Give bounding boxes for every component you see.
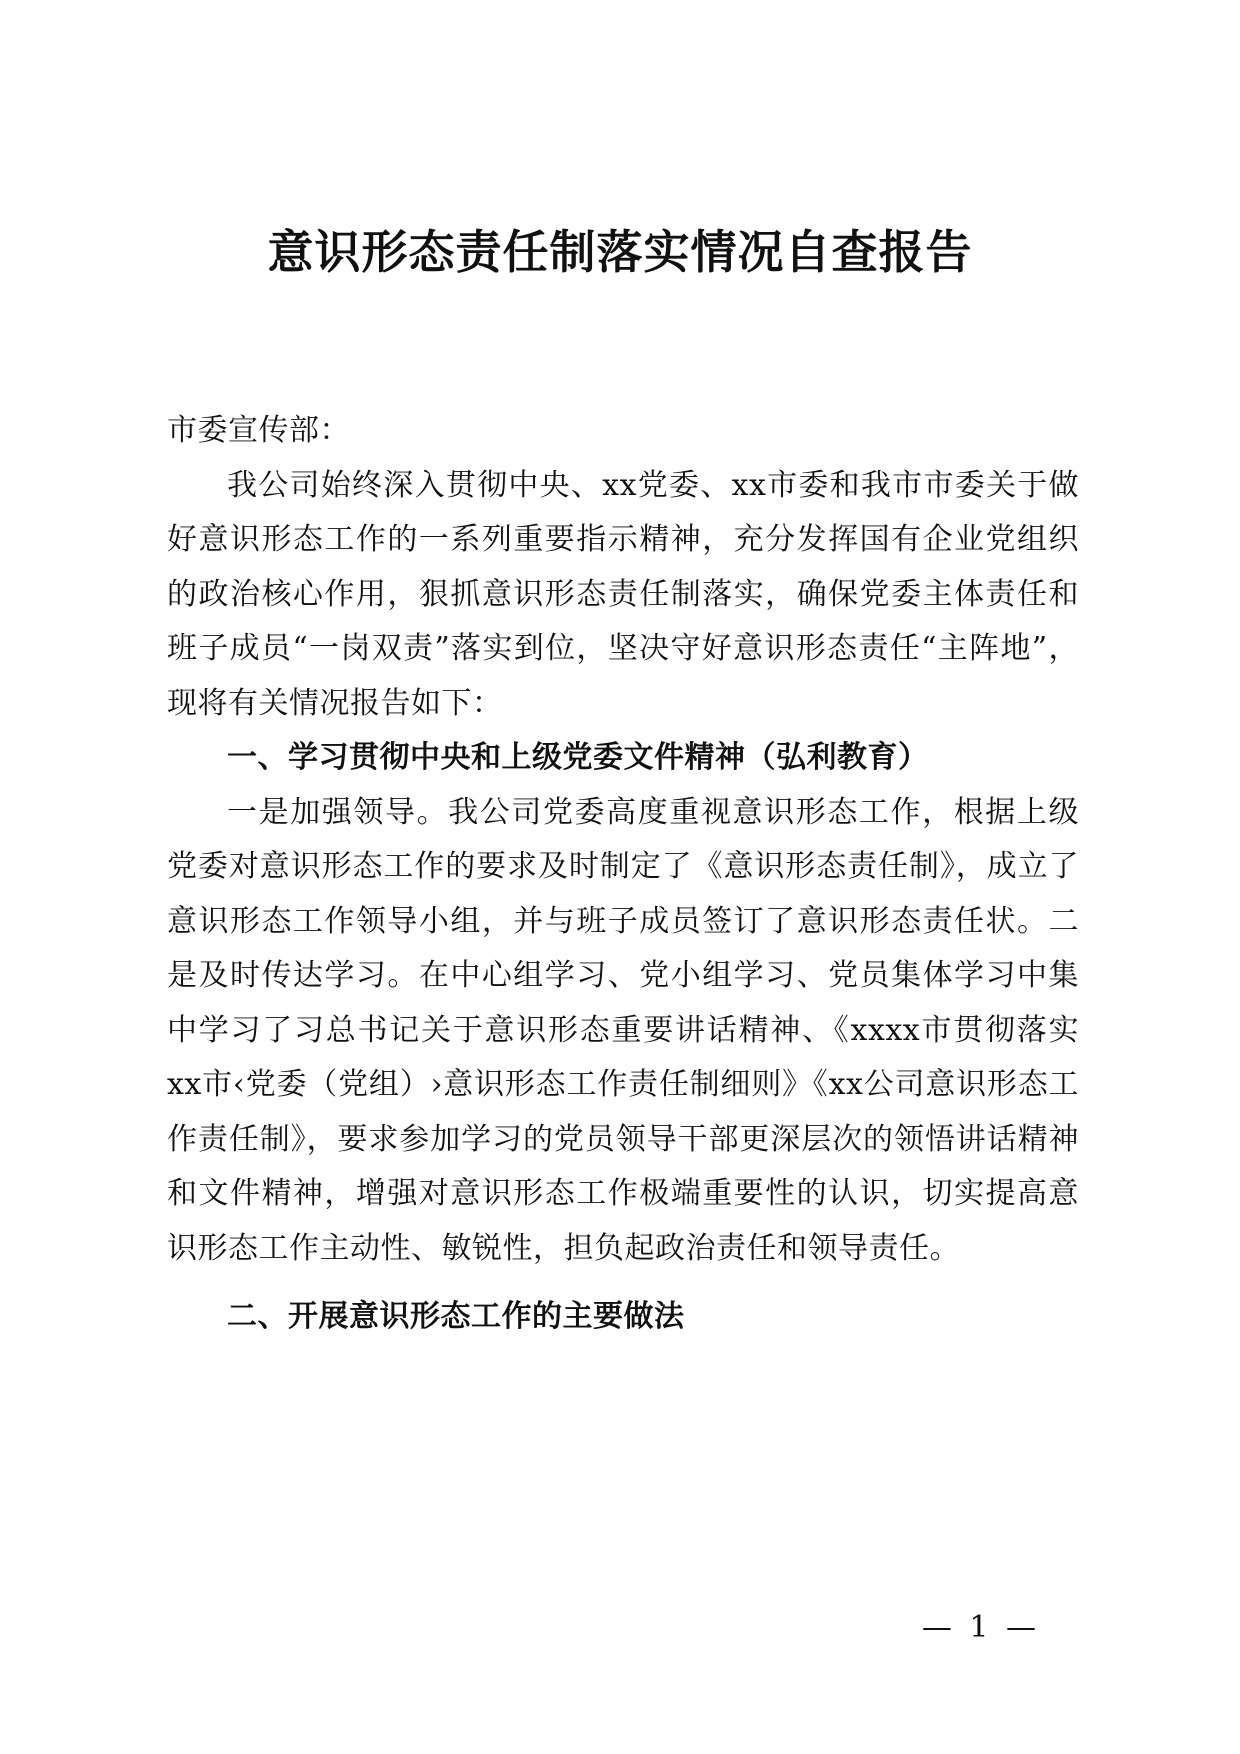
document-title: 意识形态责任制落实情况自查报告: [267, 225, 973, 279]
document-body: [167, 404, 1079, 1345]
intro-paragraph: 我公司始终深入贯彻中央、xx党委、xx市委和我市市委关于做好意识形态工作的一系列重要指示精神，充分发挥国有企业党组织的政治核心作用，狠抓意识形态责任制落实，确保党委主体责任和班子成员“一岗双责”落实到位，坚决守好意识形态责任“主阵地”，现将有关情况报告如下：: [167, 467, 1079, 721]
section-heading-1: 一、学习贯彻中央和上级党委文件精神（弘利教育）: [227, 740, 929, 775]
salutation: 市委宣传部：: [167, 413, 350, 448]
section-paragraph-1: 一是加强领导。我公司党委高度重视意识形态工作，根据上级党委对意识形态工作的要求及时制定了《意识形态责任制》，成立了意识形态工作领导小组，并与班子成员签订了意识形态责任状。二是及时传达学习。在中心组学习、党小组学习、党员集体学习中集中学习了习总书记关于意识形态重要讲话精神、《xxxx市贯彻落实xx市‹党委（党组）›意识形态工作责任制细则》《xx公司意识形态工作责任制》，要求参加学习的党员领导干部更深层次的领悟讲话精神和文件精神，增强对意识形态工作极端重要性的认识，切实提高意识形态工作主动性、敏锐性，担负起政治责任和领导责任。: [167, 794, 1079, 1266]
page-number: — 1 —: [921, 1610, 1040, 1645]
section-heading-2: 二、开展意识形态工作的主要做法: [227, 1299, 685, 1334]
